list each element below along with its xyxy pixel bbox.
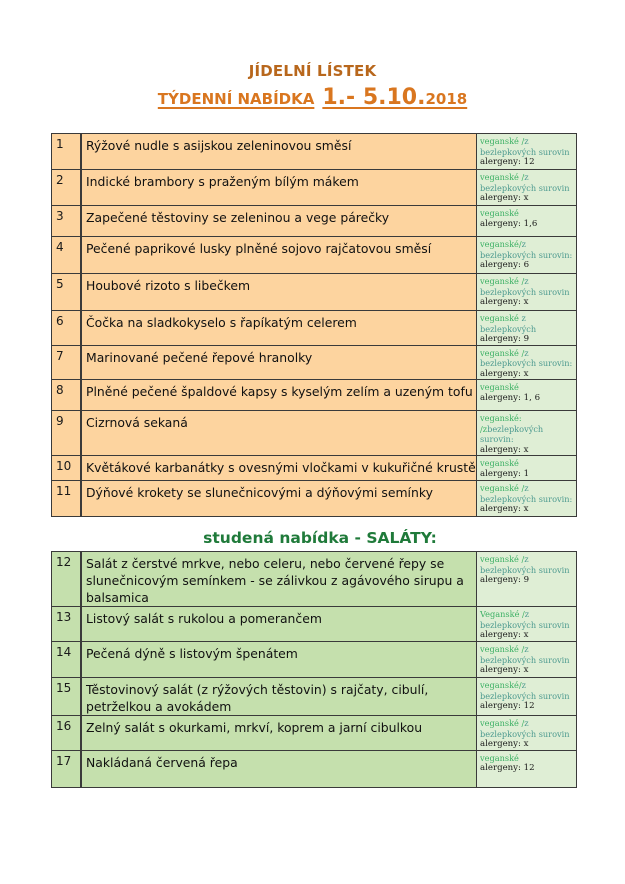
gluten-free-label: z bezlepkových surovin [480, 136, 570, 157]
dish-info [477, 716, 577, 751]
menu-row [52, 134, 577, 170]
menu-row [52, 380, 577, 411]
gluten-free-label: z bezlepkových surovin: [480, 483, 573, 504]
dish-number: 1 [52, 134, 82, 170]
dish-name: Listový salát s rukolou a pomerančem [81, 607, 477, 642]
allergens-label: alergeny: 1, 6 [480, 392, 541, 403]
allergens-label: alergeny: 12 [480, 701, 535, 711]
dish-info [477, 274, 577, 311]
dish-name: Plněné pečené špaldové kapsy s kyselým zelím a uzeným tofu [81, 380, 477, 411]
allergens-label: alergeny: x [480, 444, 529, 455]
gluten-free-label: z bezlepkových surovin [480, 172, 570, 193]
dish-name: Houbové rizoto s libečkem [81, 274, 477, 311]
dish-info [477, 237, 577, 274]
menu-row [52, 311, 577, 346]
allergens-label: alergeny: x [480, 739, 529, 749]
dish-number: 4 [52, 237, 82, 274]
dish-number: 10 [52, 456, 82, 481]
weekly-offer-label: TÝDENNÍ NABÍDKA [157, 90, 315, 108]
allergens-label: alergeny: 12 [480, 763, 535, 773]
menu-row [52, 481, 577, 517]
dish-name: Cizrnová sekaná [81, 411, 477, 456]
dish-name: Marinované pečené řepové hranolky [81, 345, 477, 380]
vegan-label: veganské [480, 382, 519, 392]
dish-number: 3 [52, 206, 82, 237]
dish-info [477, 678, 577, 716]
dish-name: Rýžové nudle s asijskou zeleninovou směsí [81, 134, 477, 170]
dish-number: 9 [52, 411, 82, 456]
dish-name: Zapečené těstoviny se zeleninou a vege párečky [81, 206, 477, 237]
gluten-free-label: z bezlepkových surovin [480, 276, 570, 297]
allergens-label: alergeny: x [480, 504, 529, 514]
dish-number: 6 [52, 311, 82, 346]
menu-row [52, 552, 577, 607]
dish-name: Indické brambory s praženým bílým mákem [81, 170, 477, 206]
dish-number: 17 [52, 750, 82, 787]
gluten-free-label: z bezlepkových surovin [480, 609, 570, 630]
menu-row [52, 237, 577, 274]
salad-section-heading: studená nabídka - SALÁTY: [203, 529, 437, 547]
menu-row [52, 345, 577, 380]
dish-info [477, 750, 577, 787]
vegan-label: Veganské / [480, 609, 525, 619]
allergens-label: alergeny: x [480, 665, 529, 675]
dish-number: 2 [52, 170, 82, 206]
dish-number: 8 [52, 380, 82, 411]
dish-info [477, 345, 577, 380]
dish-name: Nakládaná červená řepa [81, 750, 477, 787]
menu-row [52, 607, 577, 642]
vegan-label: veganské [480, 752, 519, 763]
dish-number: 5 [52, 274, 82, 311]
dish-number: 15 [52, 678, 82, 716]
menu-row [52, 716, 577, 751]
vegan-label: veganské / [480, 644, 525, 654]
gluten-free-label: z bezlepkových [480, 313, 537, 334]
menu-row [52, 642, 577, 678]
dish-info [477, 411, 577, 456]
dish-name: Pečené paprikové lusky plněné sojovo rajčatovou směsí [81, 237, 477, 274]
dish-info [477, 380, 577, 411]
dish-number: 14 [52, 642, 82, 678]
menu-row [52, 456, 577, 481]
dish-info [477, 206, 577, 237]
gluten-free-label: z bezlepkových surovin [480, 680, 570, 701]
dish-number: 7 [52, 345, 82, 380]
gluten-free-label: z bezlepkových surovin [480, 718, 570, 739]
dish-number: 16 [52, 716, 82, 751]
vegan-label: veganské / [480, 276, 525, 286]
gluten-free-label: z bezlepkových surovin: [480, 347, 573, 368]
allergens-label: alergeny: 1,6 [480, 218, 538, 229]
vegan-label: veganské [480, 313, 519, 323]
dish-info [477, 642, 577, 678]
vegan-label: veganské / [480, 172, 525, 182]
allergens-label: alergeny: 6 [480, 260, 530, 270]
weekly-offer-year: 2018 [425, 90, 468, 108]
dish-info [477, 311, 577, 346]
allergens-label: alergeny: x [480, 297, 529, 307]
vegan-label: veganské [480, 208, 519, 218]
vegan-label: veganské/ [480, 680, 522, 690]
dish-info [477, 134, 577, 170]
dish-name: Těstovinový salát (z rýžových těstovin) s rajčaty, cibulí, petrželkou a avokádem [81, 678, 477, 716]
dish-name: Květákové karbanátky s ovesnými vločkami v kukuřičné krustě [81, 456, 477, 481]
weekly-offer-dates: 1.- 5.10. [322, 85, 426, 110]
dish-number: 13 [52, 607, 82, 642]
vegan-label: veganské / [480, 136, 525, 146]
dish-name: Zelný salát s okurkami, mrkví, koprem a jarní cibulkou [81, 716, 477, 751]
vegan-label: veganské / [480, 483, 525, 493]
menu-row [52, 411, 577, 456]
gluten-free-label: z bezlepkových surovin [480, 554, 570, 575]
dish-name: Dýňové krokety se slunečnicovými a dýňovými semínky [81, 481, 477, 517]
gluten-free-label: bezlepkových surovin: [480, 423, 544, 444]
dish-info [477, 170, 577, 206]
vegan-label: veganské: /z [480, 413, 522, 434]
dish-name: Pečená dýně s listovým špenátem [81, 642, 477, 678]
menu-row [52, 206, 577, 237]
allergens-label: alergeny: x [480, 368, 529, 379]
dish-info [477, 481, 577, 517]
allergens-label: alergeny: 12 [480, 157, 535, 167]
vegan-label: veganské / [480, 554, 525, 564]
vegan-label: veganské / [480, 718, 525, 728]
dish-number: 11 [52, 481, 82, 517]
hot-menu-table [51, 133, 577, 517]
dish-name: Salát z čerstvé mrkve, nebo celeru, nebo červené řepy se slunečnicovým semínkem - se zálivkou z agávového sirupu a balsamica [81, 552, 477, 607]
dish-info [477, 456, 577, 481]
gluten-free-label: z bezlepkových surovin [480, 644, 570, 665]
menu-row [52, 678, 577, 716]
vegan-label: veganské/ [480, 239, 522, 249]
vegan-label: veganské / [480, 347, 525, 358]
allergens-label: alergeny: 1 [480, 468, 530, 479]
menu-row [52, 274, 577, 311]
dish-number: 12 [52, 552, 82, 607]
allergens-label: alergeny: 9 [480, 575, 530, 585]
allergens-label: alergeny: x [480, 193, 529, 203]
dish-info [477, 607, 577, 642]
menu-row [52, 750, 577, 787]
menu-row [52, 170, 577, 206]
allergens-label: alergeny: 9 [480, 334, 530, 344]
weekly-offer-heading [0, 85, 625, 110]
gluten-free-label: z bezlepkových surovin: [480, 239, 573, 260]
allergens-label: alergeny: x [480, 630, 529, 640]
vegan-label: veganské [480, 458, 519, 468]
menu-title: JÍDELNÍ LÍSTEK [248, 62, 377, 80]
dish-info [477, 552, 577, 607]
salad-menu-table [51, 551, 577, 788]
dish-name: Čočka na sladkokyselo s řapíkatým celerem [81, 311, 477, 346]
